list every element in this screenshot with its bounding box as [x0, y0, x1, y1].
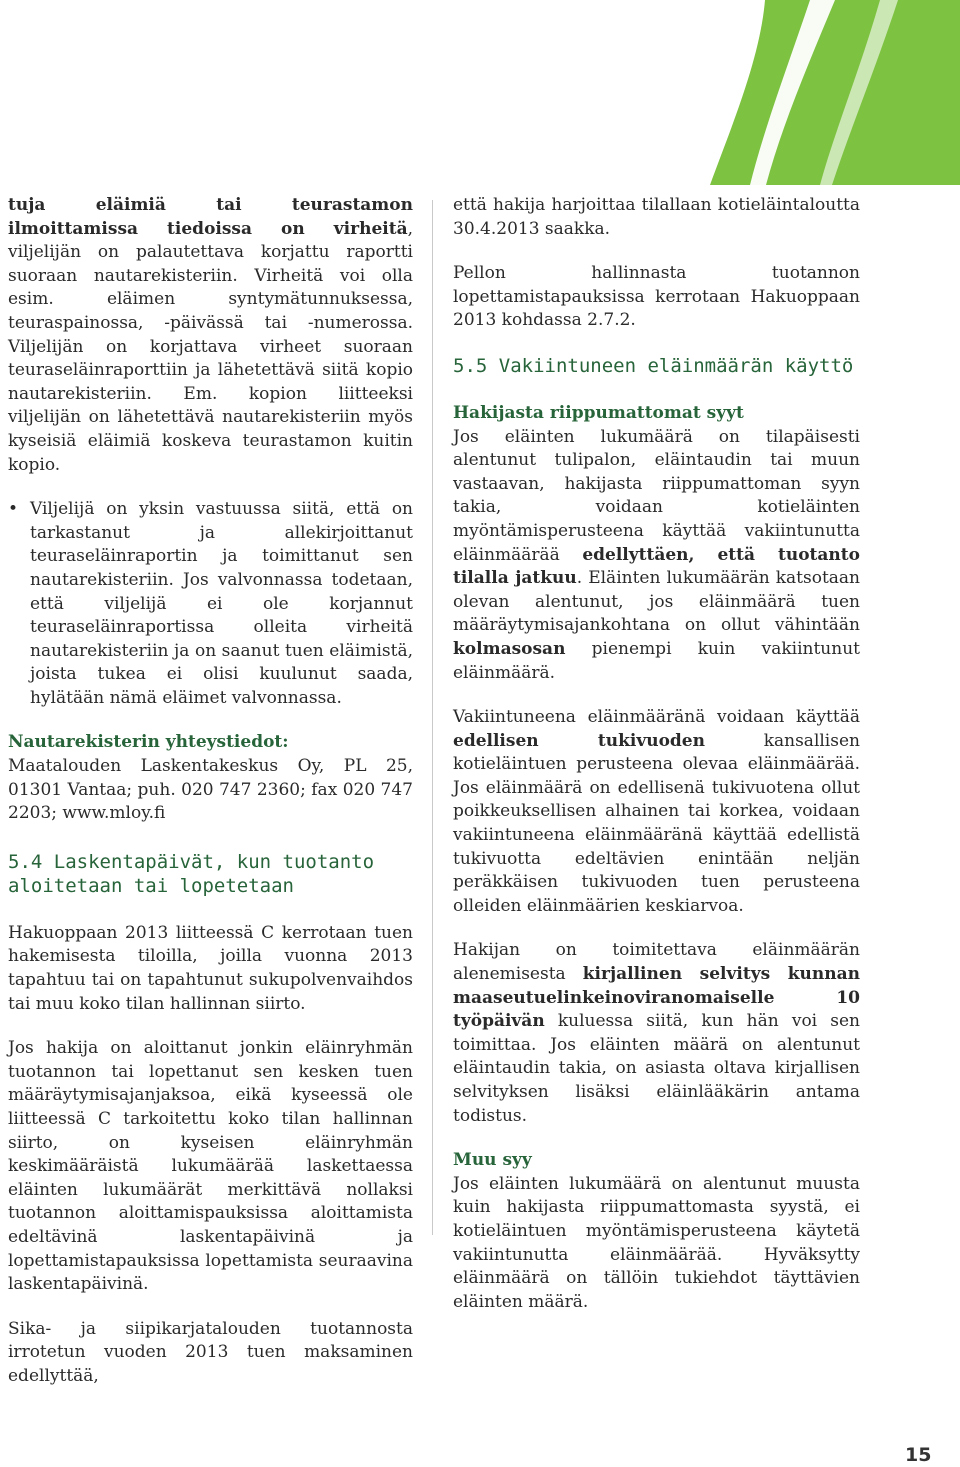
- body-text: Hakijan on toimitettava eläinmäärän alenemisesta: [453, 940, 860, 985]
- contact-heading: Nautarekisterin yhteystiedot:: [8, 732, 289, 753]
- contact-text: Maatalouden Laskentakeskus Oy, PL 25, 01301 Vantaa; puh. 020 747 2360; fax 020 747 2203; www.mloy.fi: [8, 756, 413, 824]
- subsection-other-reason: [453, 1149, 860, 1314]
- subsection-independent-reasons: [453, 402, 860, 685]
- page-number: 15: [905, 1444, 932, 1466]
- paragraph: Sika- ja siipikarjatalouden tuotannosta irrotetun vuoden 2013 tuen maksaminen edellyttää,: [8, 1318, 413, 1386]
- bold-text: edellisen tukivuoden: [453, 730, 705, 751]
- bullet-text: Viljelijä on yksin vastuussa siitä, että on tarkastanut ja allekirjoittanut teuraseläinraportin ja toimittanut sen nautarekisteriin. Jos valvonnassa todetaan, että viljelijä ei ole korjannut teuraseläinraportissa olleita virheitä nautarekisteriin ja on saanut tuen eläimistä, joista tukea ei olisi kuulunut saada, hylätään nämä eläimet valvonnassa.: [30, 499, 413, 708]
- section-heading-5-5: 5.5 Vakiintuneen eläinmäärän käyttö: [453, 354, 854, 377]
- body-text: Jos eläinten lukumäärä on tilapäisesti alentunut tulipalon, eläintaudin tai muun vastaavan, hakijasta riippumattoman syyn takia, voidaan kotieläinten myöntämisperusteena käyttää vakiintunutta eläinmäärää: [453, 426, 860, 565]
- subsection-heading: Muu syy: [453, 1150, 532, 1171]
- bullet-icon: •: [8, 499, 19, 520]
- body-text: Vakiintuneena eläinmääränä voidaan käyttää: [453, 707, 860, 728]
- paragraph: Hakuoppaan 2013 liitteessä C kerrotaan tuen hakemisesta tiloilla, joilla vuonna 2013 tapahtuu tai on tapahtunut sukupolvenvaihdos tai muu koko tilan hallinnan siirto.: [8, 922, 413, 1014]
- body-text: . Eläinten lukumäärän katsotaan olevan alentunut, jos eläinmäärä tuen määräytymisajankohtana on ollut vähintään: [453, 568, 860, 636]
- bullet-item: [8, 498, 413, 710]
- bold-text: edellyttäen, että tuotanto tilalla jatkuu: [453, 544, 860, 589]
- contact-block: [8, 731, 413, 825]
- body-text: , viljelijän on palautettava korjattu raportti suoraan nautarekisteriin. Virheitä voi olla esim. eläimen syntymätunnuksessa, teuraspainossa, -päivässä tai -numerossa. Viljelijän on korjattava virheet suoraan teuraseläinraporttiin ja lähetettävä siitä kopio nautarekisteriin. Em. kopion liitteeksi viljelijän on lähetettävä nautarekisteriin myös kyseisiä eläimiä koskeva teurastamon kuitin kopio.: [8, 218, 413, 475]
- paragraph: [453, 939, 860, 1128]
- bold-text: kirjallinen selvitys kunnan maaseutuelinkeinoviranomaiselle 10 työpäivän: [453, 964, 860, 1032]
- left-column: [8, 194, 413, 1410]
- body-text: Jos eläinten lukumäärä on alentunut muusta kuin hakijasta riippumattomasta syystä, ei kotieläintuen myöntämisperusteena käytetä vakiintunutta eläinmäärää. Hyväksytty eläinmäärä on tällöin tukiehdot täyttävien eläinten määrä.: [453, 1173, 860, 1312]
- right-column: [453, 194, 860, 1335]
- paragraph: [453, 706, 860, 918]
- paragraph: Pellon hallinnasta tuotannon lopettamistapauksissa kerrotaan Hakuoppaan 2013 kohdassa 2.7.2.: [453, 263, 860, 331]
- body-text: kansallisen kotieläintuen perusteena olevaa eläinmäärää. Jos eläinmäärä on edellisenä tukivuotena ollut poikkeuksellisen alhainen tai korkea, voidaan vakiintuneena eläinmääränä käyttää edellistä tukivuotta edeltävien enintään neljän peräkkäisen tukivuoden tuen perusteena olleiden eläinmäärien keskiarvoa.: [453, 730, 860, 916]
- paragraph-errors: [8, 194, 413, 477]
- paragraph: että hakija harjoittaa tilallaan kotieläintaloutta 30.4.2013 saakka.: [453, 195, 860, 239]
- section-heading-5-4: 5.4 Laskentapäivät, kun tuotanto aloitetaan tai lopetetaan: [8, 850, 375, 897]
- body-text: kuluessa siitä, kun hän voi sen toimittaa. Jos eläinten määrä on alentunut eläintaudin takia, on asiasta oltava kirjallisen selvityksen lisäksi eläinlääkärin antama todistus.: [453, 1011, 860, 1126]
- subsection-heading: Hakijasta riippumattomat syyt: [453, 402, 744, 423]
- column-divider: [432, 200, 433, 1235]
- paragraph: Jos hakija on aloittanut jonkin eläinryhmän tuotannon tai lopettanut sen kesken tuen määräytymisajanjaksoa, eikä kyseessä ole liitteessä C tarkoitettu koko tilan hallinnan siirto, on kyseisen eläinryhmän keskimääräistä lukumäärää laskettaessa eläinten lukumäärät merkittävä nollaksi tuotannon aloittamispauksissa aloittamista edeltävinä laskentapäivinä ja lopettamistapauksissa lopettamista seuraavina laskentapäivinä.: [8, 1038, 413, 1295]
- bold-text: kolmasosan: [453, 638, 566, 659]
- corner-leaf-graphic: [670, 0, 960, 185]
- body-text: pienempi kuin vakiintunut eläinmäärä.: [453, 638, 860, 683]
- bold-text: tuja eläimiä tai teurastamon ilmoittamissa tiedoissa on virheitä: [8, 195, 413, 239]
